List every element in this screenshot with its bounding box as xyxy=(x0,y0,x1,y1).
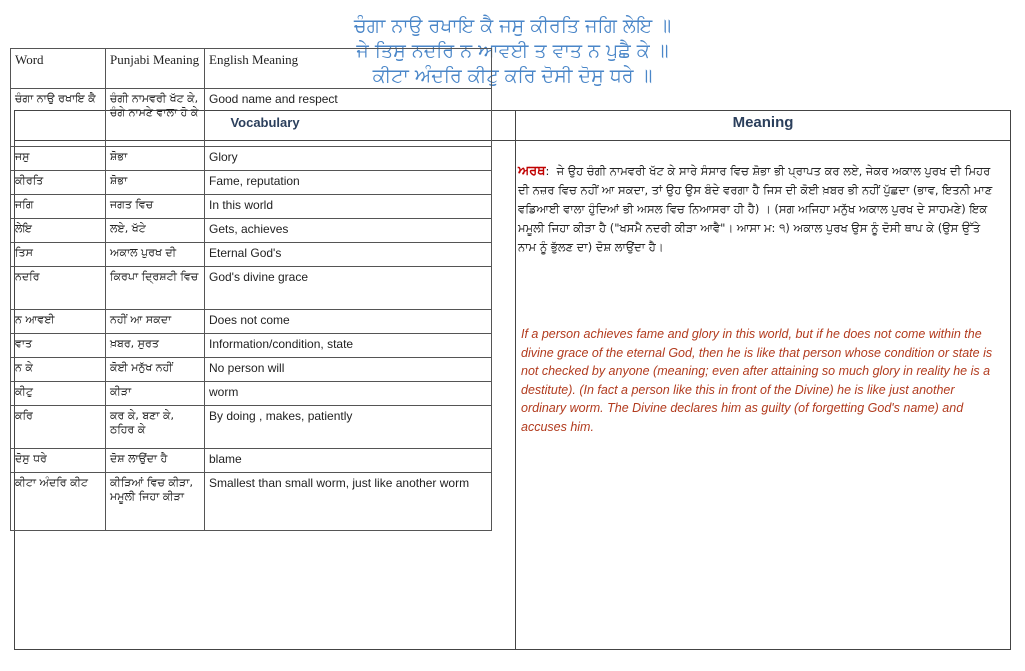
vocab-word-cell: ਤਿਸ xyxy=(11,243,106,267)
vocab-punjabi-cell: ਨਹੀਂ ਆ ਸਕਦਾ xyxy=(106,310,205,334)
table-row xyxy=(11,358,492,382)
table-row xyxy=(11,147,492,171)
vocab-word-cell: ਨ ਕੇ xyxy=(11,358,106,382)
column-divider xyxy=(515,111,516,649)
table-row xyxy=(11,171,492,195)
table-row xyxy=(11,89,492,147)
vocab-punjabi-cell: ਜਗਤ ਵਿਚ xyxy=(106,195,205,219)
vocab-english-cell: Smallest than small worm, just like another worm xyxy=(205,473,492,531)
meaning-punjabi-text: ਜੇ ਉਹ ਚੰਗੀ ਨਾਮਵਰੀ ਖੱਟ ਕੇ ਸਾਰੇ ਸੰਸਾਰ ਵਿਚ ਸ਼ੋਭਾ ਭੀ ਪ੍ਰਾਪਤ ਕਰ ਲਏ, ਜੇਕਰ ਅਕਾਲ ਪੁਰਖ ਦੀ ਮਿਹਰ ਦੀ ਨਜ਼ਰ ਵਿਚ ਨਹੀਂ ਆ ਸਕਦਾ, ਤਾਂ ਉਹ ਉਸ ਬੰਦੇ ਵਰਗਾ ਹੈ ਜਿਸ ਦੀ ਕੋਈ ਖ਼ਬਰ ਭੀ ਨਹੀਂ ਪੁੱਛਦਾ (ਭਾਵ, ਇਤਨੀ ਮਾਣ ਵਡਿਆਈ ਵਾਲਾ ਹੁੰਦਿਆਂ ਭੀ ਅਸਲ ਵਿਚ ਨਿਆਸਰਾ ਹੀ ਹੈ) । (ਸਗ ਅਜਿਹਾ ਮਨੁੱਖ ਅਕਾਲ ਪੁਰਖ ਦੇ ਸਾਹਮਣੇ) ਇਕ ਮਮੂਲੀ ਜਿਹਾ ਕੀੜਾ ਹੈ ("ਖਸਮੈ ਨਦਰੀ ਕੀੜਾ ਆਵੈ"। ਆਸਾ ਮ: ੧) ਅਕਾਲ ਪੁਰਖ ਉਸ ਨੂੰ ਦੋਸੀ ਥਾਪ ਕੇ (ਉਸ ਉੱਤੇ ਨਾਮ ਨੂੰ ਭੁੱਲਣ ਦਾ) ਦੋਸ਼ ਲਾਉਂਦਾ ਹੈ। xyxy=(518,164,993,254)
vocab-word-cell: ਜਸੁ xyxy=(11,147,106,171)
vocab-english-cell: Does not come xyxy=(205,310,492,334)
meaning-english: If a person achieves fame and glory in this world, but if he does not come within the divine grace of the eternal God, then he is like that person whose condition or state is not checked by anyone (meaning; even after attaining so much glory in reality he is a destitute). (In fact a person like this in front of the Divine) he is like just another ordinary worm. The Divine declares him as guilty (of forgetting God's name) and accuses him. xyxy=(521,327,993,434)
table-row xyxy=(11,267,492,310)
table-row xyxy=(11,406,492,449)
vocab-english-cell: In this world xyxy=(205,195,492,219)
vocab-english-cell: blame xyxy=(205,449,492,473)
vocabulary-header: Vocabulary xyxy=(230,115,300,130)
vocab-word-cell: ਦੋਸੁ ਧਰੇ xyxy=(11,449,106,473)
column-header-word: Word xyxy=(11,49,106,89)
vocab-punjabi-cell: ਸ਼ੋਭਾ xyxy=(106,171,205,195)
vocab-word-cell: ਜਗਿ xyxy=(11,195,106,219)
vocabulary-table xyxy=(10,48,492,531)
vocab-punjabi-cell: ਦੋਸ਼ ਲਾਉਂਦਾ ਹੈ xyxy=(106,449,205,473)
column-header-punjabi: Punjabi Meaning xyxy=(106,49,205,89)
vocab-punjabi-cell: ਕੀੜਿਆਂ ਵਿਚ ਕੀੜਾ, ਮਮੂਲੀ ਜਿਹਾ ਕੀੜਾ xyxy=(106,473,205,531)
table-row xyxy=(11,195,492,219)
meaning-punjabi: ਅਰਥ: ਜੇ ਉਹ ਚੰਗੀ ਨਾਮਵਰੀ ਖੱਟ ਕੇ ਸਾਰੇ ਸੰਸਾਰ ਵਿਚ ਸ਼ੋਭਾ ਭੀ ਪ੍ਰਾਪਤ ਕਰ ਲਏ, ਜੇਕਰ ਅਕਾਲ ਪੁਰਖ ਦੀ ਮਿਹਰ ਦੀ ਨਜ਼ਰ ਵਿਚ ਨਹੀਂ ਆ ਸਕਦਾ, ਤਾਂ ਉਹ ਉਸ ਬੰਦੇ ਵਰਗਾ ਹੈ ਜਿਸ ਦੀ ਕੋਈ ਖ਼ਬਰ ਭੀ ਨਹੀਂ ਪੁੱਛਦਾ (ਭਾਵ, ਇਤਨੀ ਮਾਣ ਵਡਿਆਈ ਵਾਲਾ ਹੁੰਦਿਆਂ ਭੀ ਅਸਲ ਵਿਚ ਨਿਆਸਰਾ ਹੀ ਹੈ) । (ਸਗ ਅਜਿਹਾ ਮਨੁੱਖ ਅਕਾਲ ਪੁਰਖ ਦੇ ਸਾਹਮਣੇ) ਇਕ ਮਮੂਲੀ ਜਿਹਾ ਕੀੜਾ ਹੈ ("ਖਸਮੈ ਨਦਰੀ ਕੀੜਾ ਆਵੈ"। ਆਸਾ ਮ: ੧) ਅਕਾਲ ਪੁਰਖ ਉਸ ਨੂੰ ਦੋਸੀ ਥਾਪ ਕੇ (ਉਸ ਉੱਤੇ ਨਾਮ ਨੂੰ ਭੁੱਲਣ ਦਾ) ਦੋਸ਼ ਲਾਉਂਦਾ ਹੈ। xyxy=(518,164,993,254)
vocab-english-cell: By doing , makes, patiently xyxy=(205,406,492,449)
meaning-header: Meaning xyxy=(732,114,794,131)
vocab-english-cell: God's divine grace xyxy=(205,267,492,310)
vocab-english-cell: Eternal God's xyxy=(205,243,492,267)
vocab-word-cell: ਲੇਇ xyxy=(11,219,106,243)
table-row xyxy=(11,334,492,358)
vocab-punjabi-cell: ਕੀੜਾ xyxy=(106,382,205,406)
vocab-punjabi-cell: ਖ਼ਬਰ, ਸੁਰਤ xyxy=(106,334,205,358)
vocab-punjabi-cell: ਅਕਾਲ ਪੁਰਖ ਦੀ xyxy=(106,243,205,267)
vocab-punjabi-cell: ਸ਼ੋਭਾ xyxy=(106,147,205,171)
vocab-english-cell: Good name and respect xyxy=(205,89,492,147)
table-row xyxy=(11,243,492,267)
verse-line-3: ਕੀਟਾ ਅੰਦਰਿ ਕੀਟੁ ਕਰਿ ਦੋਸੀ ਦੋਸੁ ਧਰੇ ॥ xyxy=(372,65,653,87)
vocab-english-cell: No person will xyxy=(205,358,492,382)
vocab-word-cell: ਨ ਆਵਈ xyxy=(11,310,106,334)
vocabulary-header-row xyxy=(11,49,492,89)
vocab-word-cell: ਵਾਤ xyxy=(11,334,106,358)
vocab-word-cell: ਚੰਗਾ ਨਾਉ ਰਖਾਇ ਕੈ xyxy=(11,89,106,147)
table-row xyxy=(11,449,492,473)
vocab-english-cell: Glory xyxy=(205,147,492,171)
meaning-label: ਅਰਥ xyxy=(518,164,546,179)
vocab-english-cell: Fame, reputation xyxy=(205,171,492,195)
vocab-english-cell: worm xyxy=(205,382,492,406)
vocab-punjabi-cell: ਲਏ, ਖੱਟੇ xyxy=(106,219,205,243)
vocab-word-cell: ਕੀਟੁ xyxy=(11,382,106,406)
vocab-word-cell: ਕਰਿ xyxy=(11,406,106,449)
vocab-word-cell: ਕੀਟਾ ਅੰਦਰਿ ਕੀਟ xyxy=(11,473,106,531)
vocab-english-cell: Information/condition, state xyxy=(205,334,492,358)
table-row xyxy=(11,219,492,243)
vocab-punjabi-cell: ਚੰਗੀ ਨਾਮਵਰੀ ਖੱਟ ਕੇ, ਚੰਗੇ ਨਾਮਣੇ ਵਾਲਾ ਹੋ ਕੇ xyxy=(106,89,205,147)
verse-line-1: ਚੰਗਾ ਨਾਉ ਰਖਾਇ ਕੈ ਜਸੁ ਕੀਰਤਿ ਜਗਿ ਲੇਇ ॥ xyxy=(353,15,672,37)
table-row xyxy=(11,310,492,334)
vocab-punjabi-cell: ਕੋਈ ਮਨੁੱਖ ਨਹੀਂ xyxy=(106,358,205,382)
vocab-english-cell: Gets, achieves xyxy=(205,219,492,243)
vocab-punjabi-cell: ਕਰ ਕੇ, ਬਣਾ ਕੇ, ਠਹਿਰ ਕੇ xyxy=(106,406,205,449)
table-row xyxy=(11,473,492,531)
table-row xyxy=(11,382,492,406)
vocabulary-section xyxy=(10,48,491,531)
column-header-english: English Meaning xyxy=(205,49,492,89)
verse-line-2: ਜੇ ਤਿਸੁ ਨਦਰਿ ਨ ਆਵਈ ਤ ਵਾਤ ਨ ਪੁਛੈ ਕੇ ॥ xyxy=(356,40,669,62)
vocab-word-cell: ਨਦਰਿ xyxy=(11,267,106,310)
vocab-word-cell: ਕੀਰਤਿ xyxy=(11,171,106,195)
vocab-punjabi-cell: ਕਿਰਪਾ ਦ੍ਰਿਸ਼ਟੀ ਵਿਚ xyxy=(106,267,205,310)
